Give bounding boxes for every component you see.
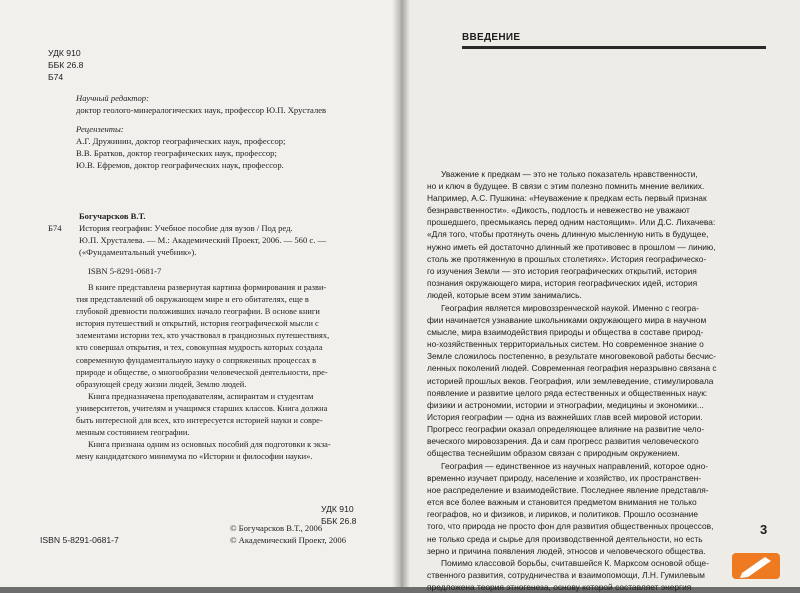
catalog-line: История географии: Учебное пособие для вузов / Под ред. [79,223,293,233]
catalog-line: Ю.П. Хрусталева. — М.: Академический Проект, 2006. — 560 с. — [79,235,327,245]
annotation-line: В книге представлена развернутая картина формирования и разви- [88,283,327,292]
text-line: историей прошлых веков. География, или землеведение, стимулировала [427,375,714,386]
text-line: столь же протяженную в прошлых столетиях». История географическо- [427,253,707,264]
annotation-line: быть интересной для всех, кто интересуется историей науки и совре- [76,416,323,426]
text-line: ственного развития, сотрудничества и взаимопомощи, Л.Н. Гумилевым [427,569,705,580]
paragraph-3 [427,460,713,593]
reviewer-line: В.В. Братков, доктор географических наук, профессор; [76,148,277,158]
text-line: Например, А.С. Пушкина: «Неуважение к предкам есть первый признак [427,193,707,204]
paragraph-1 [427,168,716,301]
text-line: безнравственности». «Дикость, подлость и невежество не уважают [427,205,690,216]
text-line: География — единственное из научных направлений, которое одно- [441,461,709,471]
text-line: но-хозяйственных территориальных систем. Но современное знание о [427,339,704,350]
text-line: нужно иметь ей достаточно длинный же противовес в прошлом — линию, [427,241,716,252]
isbn: ISBN 5-8291-0681-7 [88,266,162,276]
bbk-code: ББК 26.8 [48,60,84,70]
text-line: Земле сложилось постепенно, в результате многовековой работы бесчис- [427,351,716,362]
annotation-line: университетов, учителям и учащимся старших классов. Книга должна [76,403,328,413]
copyright-author: © Богучарсков В.Т., 2006 [230,523,323,533]
text-line: прошедшего, пресмыкаясь перед одним настоящим». Или Д.С. Лихачева: [427,217,716,228]
reviewer-line: Ю.В. Ефремов, доктор географических наук, профессор. [76,160,284,170]
text-line: географов, но и физиков, и лириков, и политиков. Прошло осознание [427,509,699,520]
bottom-udc: УДК 910 [321,504,354,514]
text-line: временно изучает природу, население и хозяйство, их пространствен- [427,473,702,484]
author-mark: Б74 [48,72,64,82]
bottom-bbk: ББК 26.8 [321,516,357,526]
paragraph-2 [427,302,717,459]
text-line: познания окружающего мира, история географических идей, история [427,277,698,288]
text-line: но и ключ в будущее. В связи с этим полезно помнить мнение великих. [427,181,705,192]
text-line: География является мировоззренческой наукой. Именно с геогра- [441,303,699,313]
publisher-logo [732,553,780,579]
text-line: «Для того, чтобы протянуть очень длинную мысленную нить в будущее, [427,229,709,240]
text-line: го изучения Земли — это история географических открытий, история [427,265,697,276]
section-heading: ВВЕДЕНИЕ [462,32,521,43]
bottom-isbn: ISBN 5-8291-0681-7 [40,535,119,545]
annotation-line: менным состоянием географии. [76,428,190,438]
annotation-line: образующей среду жизни людей, Землю людей. [76,379,247,389]
left-page [0,0,400,587]
annotation-line: тия представлений об окружающем мире и его обитателях, еще в [76,295,309,305]
reviewers-label: Рецензенты: [76,124,124,134]
heading-rule [462,46,766,49]
text-line: общества теснейшим образом связан с природным окружением. [427,448,680,459]
text-line: ленных поколений людей. Современная география неразрывно связана с [427,363,717,374]
annotation-line: кто совершал открытия, и тех, совокупная мудрость которых создала [76,343,323,353]
text-line: не только среда и сырье для производственной деятельности, но есть [427,533,703,544]
text-line: появление и развитие целого ряда естественных и общественных наук: [427,387,708,398]
catalog-line: («Фундаментальный учебник»). [79,247,197,257]
text-line: фии начинается узнавание школьниками окружающего мира в научном [427,315,707,326]
author-name: Богучарсков В.Т. [79,211,146,221]
text-line: Помимо классовой борьбы, считавшейся К. Марксом основой обще- [441,557,709,568]
annotation-line: современную фундаментальную науку о сопряженных процессах в [76,355,317,365]
text-line: того, что природа не просто фон для развития общественных процессов, [427,521,714,532]
annotation-line: элементами истории тех, кто участвовал в грандиозных путешествиях, [76,331,330,341]
text-line: ное распределение и взаимодействие. Последнее явление представля- [427,485,709,496]
annotation-line: Книга признана одним из основных пособий для подготовки к экза- [88,440,331,450]
reviewer-line: А.Г. Дружинин, доктор географических наук, профессор; [76,136,286,146]
pen-logo-icon [732,553,780,579]
annotation-line: глубокой древности положивших начало географии. В основе книги [76,307,320,317]
text-line: ется все более важным и становится предметом внимания не только [427,497,697,508]
annotation-line: история путешествий и открытий, история географической мысли с [76,319,319,329]
editor-text: доктор геолого-минералогических наук, профессор Ю.П. Хрусталев [76,105,327,115]
editor-label: Научный редактор: [76,93,149,103]
text-line: смысле, мира взаимодействия природы и общества в составе природ- [427,327,704,338]
book-gutter-shadow [392,0,410,587]
page-number: 3 [760,522,768,537]
annotation-line: Книга предназначена преподавателям, аспирантам и студентам [88,391,314,401]
text-line: предложена теория этногенеза, основу которой составляет энергия [427,581,692,592]
text-line: зерно и причина появления людей, этносов и человеческого общества. [427,545,706,556]
text-line: физики и астрономии, истории и этнографии, медицины и экономики... [427,399,704,410]
text-line: людей, которые всем этим занимались. [427,289,582,300]
copyright-publisher: © Академический Проект, 2006 [230,535,347,545]
text-line: История географии — одна из важнейших глав всей мировой истории. [427,411,703,422]
annotation-line: природе и обществе, о многообразии человеческой деятельности, пре- [76,367,328,377]
text-line: Уважение к предкам — это не только показатель нравственности, [441,169,698,179]
annotation-line: мену кандидатского минимума по «Истории и философии науки». [76,452,313,462]
catalog-code: Б74 [48,223,62,233]
udc-code: УДК 910 [48,48,81,58]
text-line: веческого мировоззрения. Да и сам прогресс развития человеческого [427,436,699,447]
annotation [76,282,331,463]
text-line: Прогресс географии оказал определяющее влияние на развитие чело- [427,423,705,434]
